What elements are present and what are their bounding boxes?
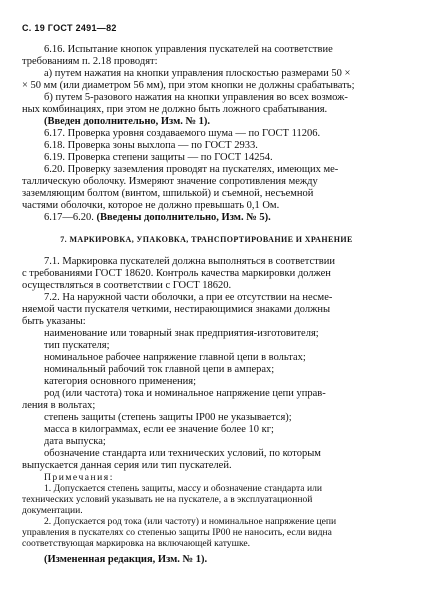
para-line: осуществляться в соответствии с ГОСТ 18620. [22,280,232,291]
list-item: наименование или товарный знак предприятия-изготовителя; [44,328,319,339]
para-line: с требованиями ГОСТ 18620. Контроль качества маркировки должен [22,268,331,279]
amendment-note-3: (Измененная редакция, Изм. № 1). [44,554,208,565]
para-line: частями оболочки, которое не должно превышать 0,1 Ом. [22,200,280,211]
list-item: масса в килограммах, если ее значение более 10 кг; [44,424,274,435]
amendment-note-1: (Введен дополнительно, Изм. № 1). [44,116,211,127]
para-6-16: 6.16. Испытание кнопок управления пускателей на соответствие [44,44,333,55]
para-line: ления в вольтах; [22,400,96,411]
para-7-2: 7.2. На наружной части оболочки, а при ее отсутствии на несме- [44,292,333,303]
list-item: степень защиты (степень защиты IP00 не указывается); [44,412,292,423]
para-item-b: б) путем 5-разового нажатия на кнопки управления во всех возмож- [44,92,348,103]
para-line: × 50 мм (или диаметром 56 мм), при этом кнопки не должны срабатывать; [22,80,355,91]
list-item: номинальный рабочий ток главной цепи в амперах; [44,364,275,375]
para-line: ных комбинациях, при этом не должно быть ложного срабатывания. [22,104,328,115]
list-item: род (или частота) тока и номинальное напряжение цепи управ- [44,388,326,399]
list-item: обозначение стандарта или технических условий, по которым [44,448,321,459]
para-6-20: 6.20. Проверку заземления проводят на пускателях, имеющих ме- [44,164,339,175]
para-6-17: 6.17. Проверка уровня создаваемого шума — по ГОСТ 11206. [44,128,321,139]
list-item: тип пускателя; [44,340,110,351]
note-line: соответствующая маркировка на включающей катушке. [22,538,251,549]
para-7-1: 7.1. Маркировка пускателей должна выполняться в соответствии [44,256,335,267]
para-6-19: 6.19. Проверка степени защиты — по ГОСТ 14254. [44,152,273,163]
list-item: категория основного применения; [44,376,197,387]
page-header: С. 19 ГОСТ 2491—82 [22,23,117,33]
para-line: заземляющим болтом (винтом, шпилькой) и съемной, несъемной [22,188,314,199]
para-line: няемой части пускателя четкими, нестирающимися знаками должны [22,304,331,315]
note-line: технических условий указывать не на пускателе, а в эксплуатационной [22,494,313,505]
para-line: выпускается данная серия или тип пускателей. [22,460,232,471]
note-range: 6.17—6.20. [44,212,94,223]
amendment-note-2 [22,212,391,224]
para-line: таллическую оболочку. Измеряют значение сопротивления между [22,176,318,187]
list-item: номинальное рабочее напряжение главной цепи в вольтах; [44,352,306,363]
para-item-a: а) путем нажатия на кнопки управления плоскостью размерами 50 × [44,68,351,79]
note-text: (Введены дополнительно, Изм. № 5). [96,212,271,223]
para-line: требованиям п. 2.18 проводят: [22,56,158,67]
para-line: быть указаны: [22,316,86,327]
list-item: дата выпуска; [44,436,106,447]
notes-heading: Примечания: [44,472,114,483]
note-line: документации. [22,505,83,516]
note-item-2: 2. Допускается род тока (или частоту) и номинальное напряжение цепи [44,516,337,527]
section-title: 7. МАРКИРОВКА, УПАКОВКА, ТРАНСПОРТИРОВАНИЕ И ХРАНЕНИЕ [60,235,353,244]
para-6-18: 6.18. Проверка зоны выхлопа — по ГОСТ 2933. [44,140,258,151]
note-line: управления в пускателях со степенью защиты IP00 не наносить, если видна [22,527,332,538]
note-item-1: 1. Допускается степень защиты, массу и обозначение стандарта или [44,483,323,494]
